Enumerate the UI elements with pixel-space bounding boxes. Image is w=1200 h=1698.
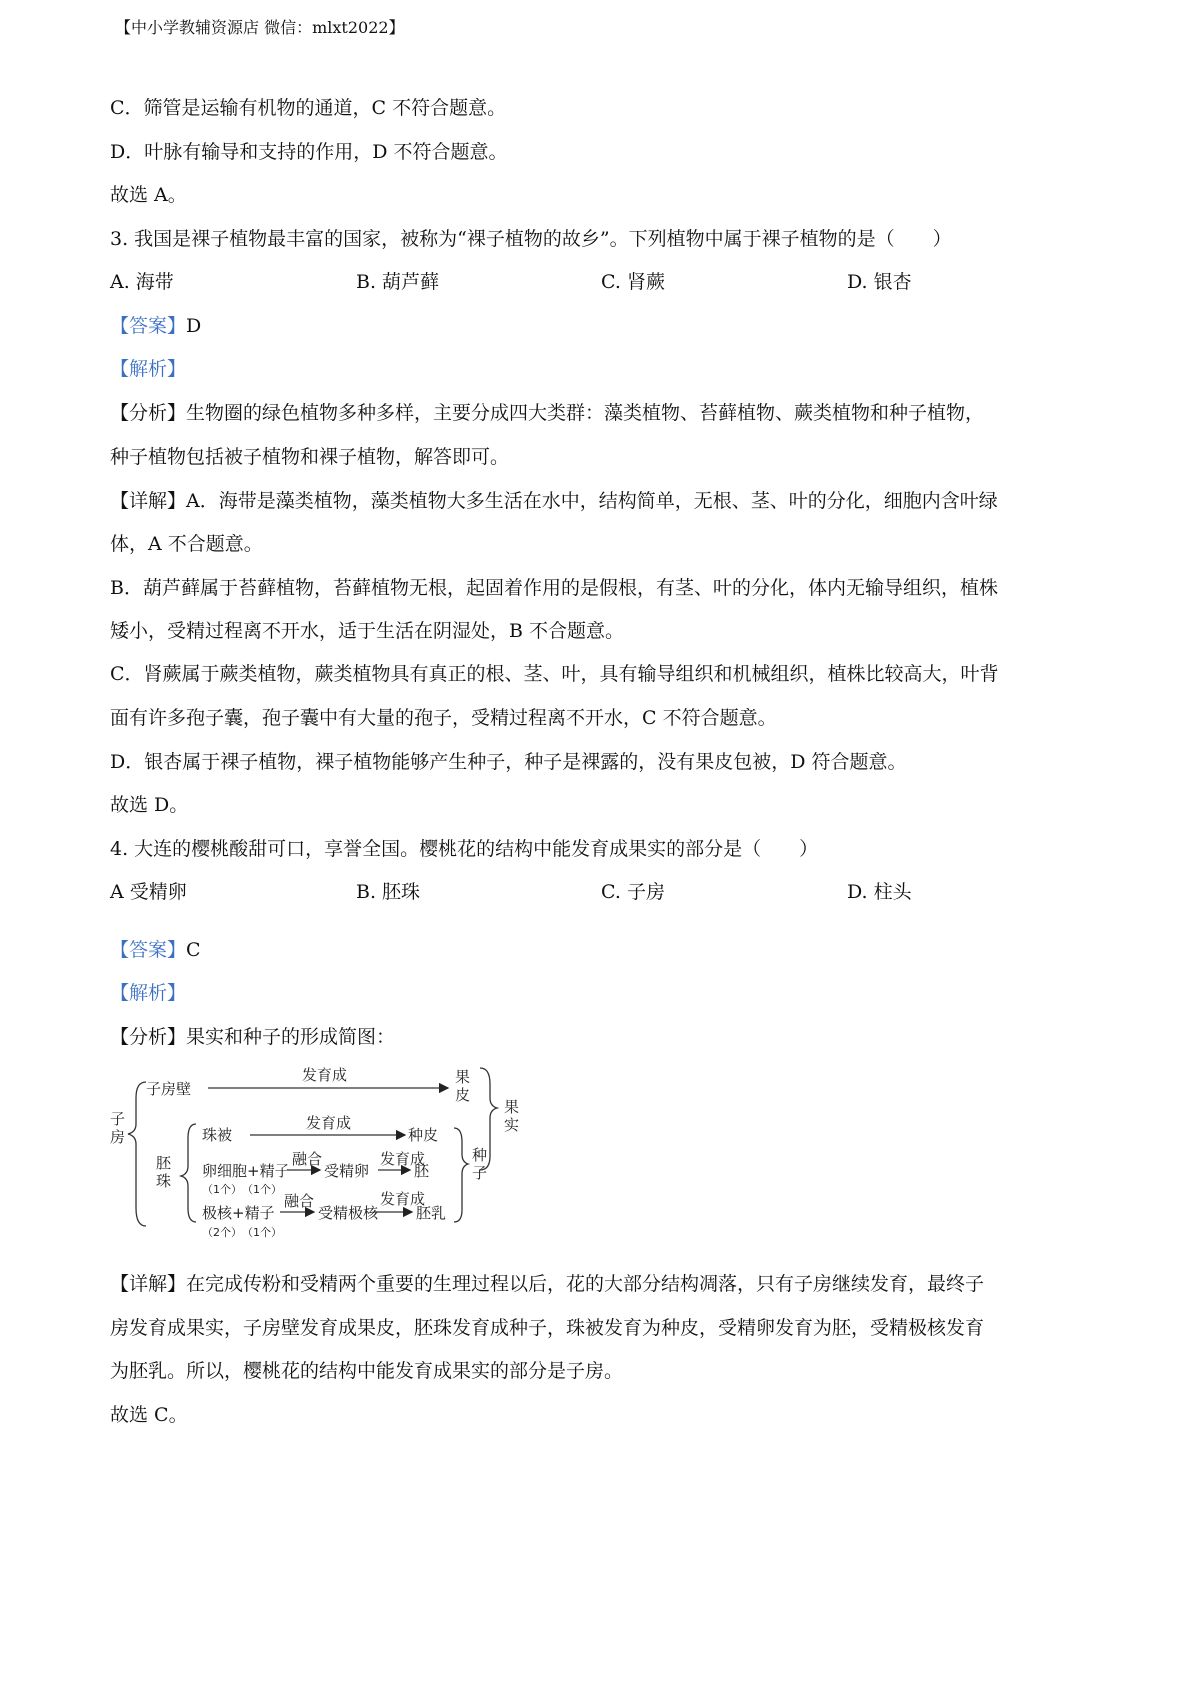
q3-option-a: A. 海带: [110, 271, 174, 293]
label-peizhu: 胚珠: [156, 1154, 172, 1190]
label-fayu-2: 发育成: [306, 1114, 352, 1132]
q3-xiangjie-b2: 矮小，受精过程离不开水，适于生活在阴湿处，B 不合题意。: [110, 620, 625, 642]
label-zifang-1: 子房: [110, 1110, 126, 1146]
label-pei: 胚: [414, 1162, 430, 1180]
label-one-a: （1个）: [202, 1183, 242, 1196]
fruit-seed-formation-diagram: [110, 1058, 580, 1258]
q4-xiangjie-3: 为胚乳。所以，樱桃花的结构中能发育成果实的部分是子房。: [110, 1360, 624, 1382]
label-zhubei: 珠被: [202, 1126, 233, 1144]
label-two: （2个）: [202, 1226, 242, 1239]
label-zhongzi: 种子: [472, 1146, 488, 1182]
q3-option-c: C. 肾蕨: [601, 271, 665, 293]
label-one-b: （1个）: [242, 1183, 282, 1196]
q3-xiangjie-d1: D．银杏属于裸子植物，裸子植物能够产生种子，种子是裸露的，没有果皮包被，D 符合题意。: [110, 751, 907, 773]
q4-answer: [110, 938, 201, 962]
watermark-header: 【中小学教辅资源店 微信：mlxt2022】: [115, 18, 405, 37]
fenxi-tag: 【分析】: [110, 1026, 187, 1048]
q4-option-c: C. 子房: [601, 881, 665, 903]
label-peiru: 胚乳: [416, 1204, 447, 1222]
q3-fenxi-1: [110, 401, 984, 425]
q4-stem: 4. 大连的樱桃酸甜可口，享誉全国。樱桃花的结构中能发育成果实的部分是（ ）: [110, 838, 819, 860]
label-luanxibao: 卵细胞+精子: [202, 1162, 290, 1180]
xiangjie-text: A．海带是藻类植物，藻类植物大多生活在水中，结构简单，无根、茎、叶的分化，细胞内含叶绿: [186, 490, 998, 512]
seed-right-brace: [454, 1128, 468, 1222]
fenxi-text: 果实和种子的形成简图：: [186, 1026, 396, 1048]
fenxi-tag: 【分析】: [110, 402, 187, 424]
q4-xiangjie-1: [110, 1272, 984, 1296]
label-shoujingluan: 受精卵: [324, 1162, 370, 1180]
q4-xiangjie-2: 房发育成果实，子房壁发育成果皮，胚珠发育成种子，珠被发育为种皮，受精卵发育为胚，受精极核发育: [110, 1317, 985, 1339]
answer-tag: 【答案】: [110, 315, 187, 337]
prev-choose: 故选 A。: [110, 184, 187, 206]
outer-left-brace: [128, 1082, 146, 1226]
q3-option-d: D. 银杏: [847, 271, 912, 293]
q3-answer: [110, 314, 201, 338]
label-guoshi: 果实: [504, 1098, 520, 1134]
q3-xiangjie-a1: [110, 489, 998, 513]
q4-option-a: A 受精卵: [110, 881, 187, 903]
q3-xiangjie-b1: B．葫芦藓属于苔藓植物，苔藓植物无根，起固着作用的是假根，有茎、叶的分化，体内无输导组织，植株: [110, 577, 998, 599]
answer-value: D: [186, 315, 202, 337]
label-shoujingjihe: 受精极核: [318, 1204, 379, 1222]
answer-tag: 【答案】: [110, 939, 187, 961]
q3-fenxi-2: 种子植物包括被子植物和裸子植物，解答即可。: [110, 446, 510, 468]
label-fayu-4: 发育成: [380, 1190, 426, 1208]
q3-option-b: B. 葫芦藓: [356, 271, 440, 293]
prev-option-d: D．叶脉有输导和支持的作用，D 不符合题意。: [110, 141, 508, 163]
label-one-c: （1个）: [242, 1226, 282, 1239]
xiangjie-text: 在完成传粉和受精两个重要的生理过程以后，花的大部分结构凋落，只有子房继续发育，最终子: [186, 1273, 985, 1295]
label-ronghe-2: 融合: [284, 1192, 315, 1210]
label-zifangbi: 子房壁: [146, 1080, 192, 1098]
label-fayu-1: 发育成: [302, 1066, 348, 1084]
xiangjie-tag: 【详解】: [110, 1273, 187, 1295]
prev-option-c: C．筛管是运输有机物的通道，C 不符合题意。: [110, 97, 507, 119]
label-guopi: 果皮: [455, 1068, 471, 1104]
fenxi-text: 生物圈的绿色植物多种多样，主要分成四大类群：藻类植物、苔藓植物、蕨类植物和种子植物，: [186, 402, 985, 424]
q4-option-d: D. 柱头: [847, 881, 912, 903]
q4-jiexi-tag: 【解析】: [110, 982, 187, 1004]
q3-jiexi-tag: 【解析】: [110, 358, 187, 380]
q3-choose: 故选 D。: [110, 794, 189, 816]
label-ronghe-1: 融合: [292, 1150, 323, 1168]
q3-xiangjie-c1: C．肾蕨属于蕨类植物，蕨类植物具有真正的根、茎、叶，具有输导组织和机械组织，植株比较高大，叶背: [110, 663, 999, 685]
q4-fenxi: [110, 1025, 395, 1049]
q4-option-b: B. 胚珠: [356, 881, 421, 903]
answer-value: C: [186, 939, 201, 961]
label-zhongpi: 种皮: [408, 1126, 439, 1144]
ovule-brace: [181, 1124, 196, 1222]
label-fayu-3: 发育成: [380, 1150, 426, 1168]
xiangjie-tag: 【详解】: [110, 490, 187, 512]
q4-choose: 故选 C。: [110, 1404, 188, 1426]
label-jihe: 极核+精子: [202, 1204, 275, 1222]
q3-xiangjie-c2: 面有许多孢子囊，孢子囊中有大量的孢子，受精过程离不开水，C 不符合题意。: [110, 707, 777, 729]
q3-stem: 3. 我国是裸子植物最丰富的国家，被称为“裸子植物的故乡”。下列植物中属于裸子植物的是（ ）: [110, 228, 952, 250]
q3-xiangjie-a2: 体，A 不合题意。: [110, 533, 263, 555]
